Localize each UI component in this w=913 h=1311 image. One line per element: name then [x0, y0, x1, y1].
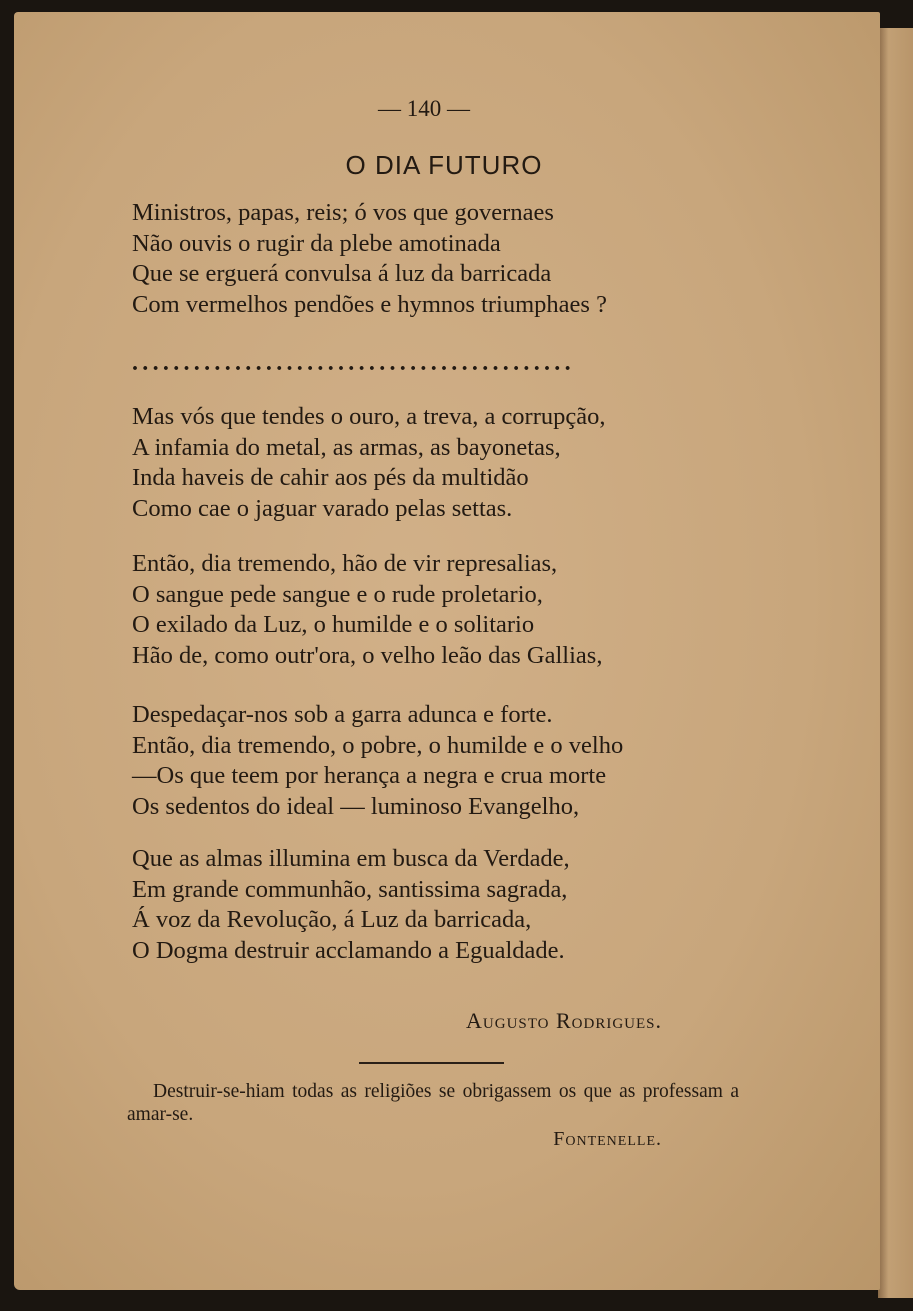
divider-rule — [359, 1062, 504, 1064]
adjacent-page-edge — [878, 28, 913, 1298]
verse-line: Mas vós que tendes o ouro, a treva, a corrupção, — [132, 403, 606, 430]
ellipsis-separator: ........................................... — [132, 350, 575, 376]
poem-title: O DIA FUTURO — [345, 150, 543, 180]
stanza-2 — [132, 402, 606, 524]
verse-line: O sangue pede sangue e o rude proletario, — [132, 580, 543, 608]
verse-line: O exilado da Luz, o humilde e o solitario — [132, 611, 535, 638]
stanza-5 — [132, 844, 570, 966]
verse-line: A infamia do metal, as armas, as bayonetas, — [132, 433, 561, 461]
stanza-3 — [132, 549, 602, 671]
verse-line: Os sedentos do ideal — luminoso Evangelho, — [132, 792, 580, 820]
epigraph-quote: Destruir-se-hiam todas as religiões se obrigassem os que as professam a amar-se. — [127, 1081, 739, 1125]
verse-line: Então, dia tremendo, hão de vir represalias, — [132, 550, 558, 577]
quote-author: Fontenelle. — [553, 1128, 662, 1150]
verse-line: Despedaçar-nos sob a garra adunca e forte. — [132, 701, 553, 728]
verse-line: Então, dia tremendo, o pobre, o humilde e o velho — [132, 731, 624, 759]
book-page — [14, 12, 880, 1290]
stanza-1 — [132, 198, 607, 320]
verse-line: Hão de, como outr'ora, o velho leão das Gallias, — [132, 641, 603, 669]
verse-line: Inda haveis de cahir aos pés da multidão — [132, 464, 529, 491]
poem-author-signature: Augusto Rodrigues. — [466, 1008, 662, 1033]
verse-line: Que se erguerá convulsa á luz da barricada — [132, 260, 552, 287]
stanza-4 — [132, 700, 623, 822]
verse-line: —Os que teem por herança a negra e crua morte — [132, 762, 607, 789]
page-number: — 140 — — [378, 96, 470, 121]
verse-line: Que as almas illumina em busca da Verdade, — [132, 845, 570, 872]
verse-line: Em grande communhão, santissima sagrada, — [132, 875, 568, 903]
verse-line: Como cae o jaguar varado pelas settas. — [132, 494, 513, 522]
verse-line: Com vermelhos pendões e hymnos triumphaes ? — [132, 290, 607, 318]
verse-line: Ministros, papas, reis; ó vos que governaes — [132, 199, 554, 226]
verse-line: Não ouvis o rugir da plebe amotinada — [132, 229, 501, 257]
verse-line: Á voz da Revolução, á Luz da barricada, — [132, 906, 532, 933]
verse-line: O Dogma destruir acclamando a Egualdade. — [132, 936, 565, 964]
